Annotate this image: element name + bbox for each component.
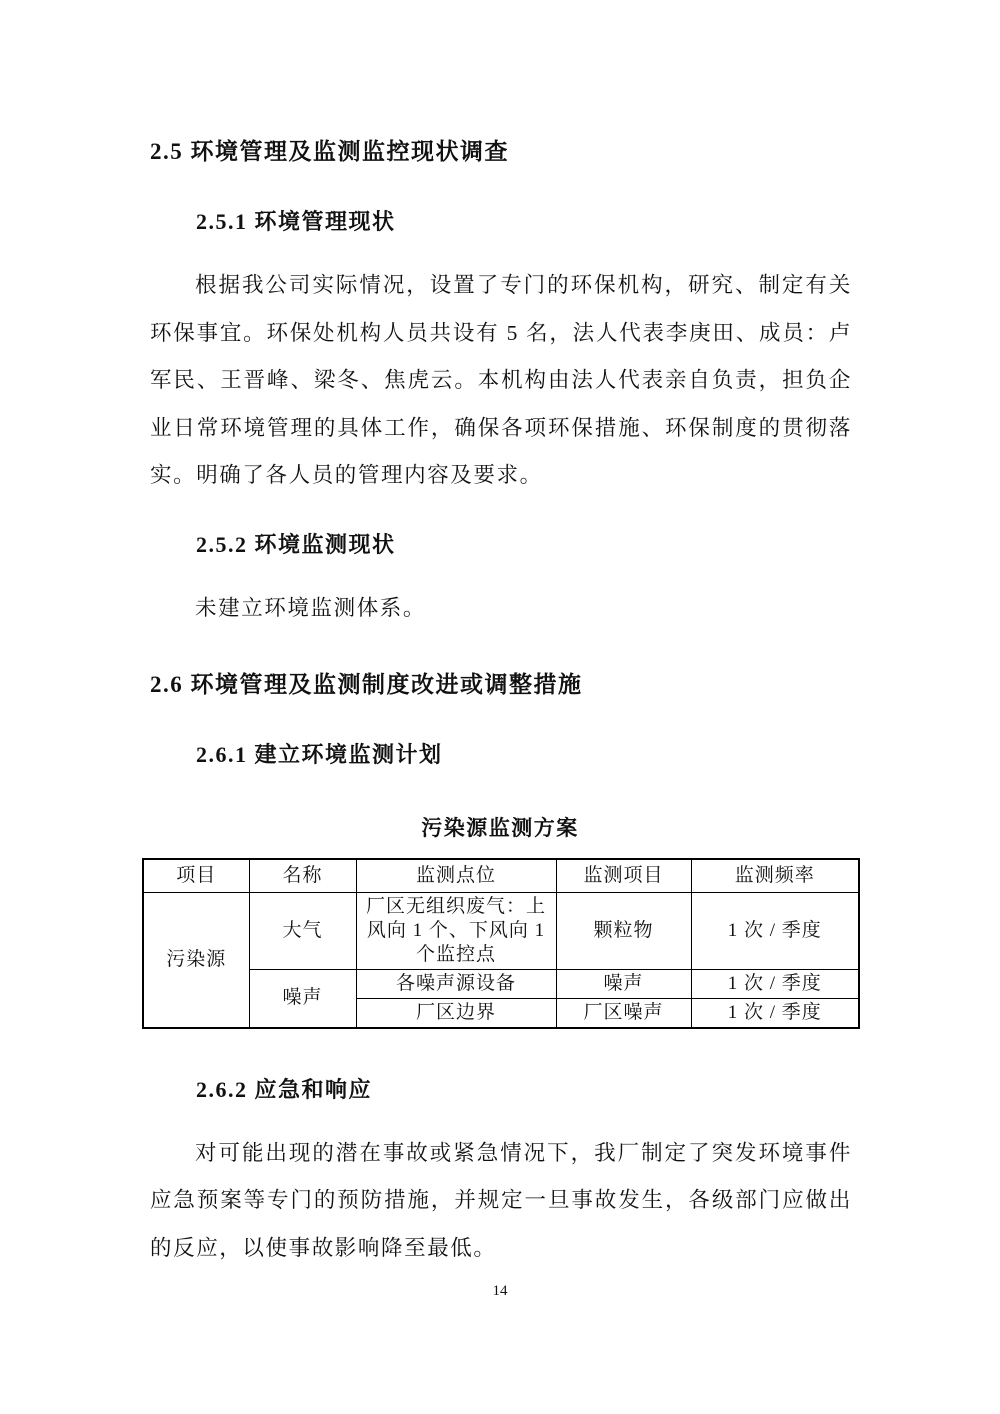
subsection-heading-2-5-1: 2.5.1 环境管理现状 [196, 209, 396, 234]
cell-point-noise-equipment: 各噪声源设备 [356, 969, 556, 998]
table-header-row [143, 859, 859, 892]
paragraph-env-management-status: 根据我公司实际情况，设置了专门的环保机构，研究、制定有关环保事宜。环保处机构人员共设有 5 名，法人代表李庚田、成员：卢军民、王晋峰、梁冬、焦虎云。本机构由法人代表亲自负责，担负企业日常环境管理的具体工作，确保各项环保措施、环保制度的贯彻落实。明确了各人员的管理内容及要求。 [150, 273, 852, 487]
subsection-heading-2-6-2: 2.6.2 应急和响应 [196, 1076, 373, 1102]
table-row-noise-equipment [143, 969, 859, 998]
subsection-heading-2-6-1: 2.6.1 建立环境监测计划 [196, 742, 443, 767]
col-header-monitor-item: 监测项目 [556, 859, 691, 892]
subsection-heading-2-5-2: 2.5.2 环境监测现状 [196, 531, 396, 557]
section-heading-2-6: 2.6 环境管理及监测制度改进或调整措施 [150, 672, 583, 697]
col-header-monitor-point: 监测点位 [356, 859, 556, 892]
pollution-source-monitoring-table [142, 858, 860, 1029]
page-number: 14 [492, 1283, 508, 1299]
cell-name-noise: 噪声 [249, 969, 356, 1028]
cell-freq-boundary: 1 次 / 季度 [691, 998, 859, 1028]
table-row-air [143, 892, 859, 969]
paragraph-monitoring-status: 未建立环境监测体系。 [195, 595, 427, 620]
col-header-project: 项目 [143, 859, 249, 892]
col-header-name: 名称 [249, 859, 356, 892]
cell-project-pollution-source: 污染源 [143, 892, 249, 1028]
paragraph-emergency-response: 对可能出现的潜在事故或紧急情况下，我厂制定了突发环境事件应急预案等专门的预防措施，并规定一旦事故发生，各级部门应做出的反应，以使事故影响降至最低。 [150, 1140, 852, 1260]
table-title: 污染源监测方案 [421, 816, 579, 840]
cell-freq-air: 1 次 / 季度 [691, 892, 859, 969]
cell-freq-noise: 1 次 / 季度 [691, 969, 859, 998]
col-header-monitor-frequency: 监测频率 [691, 859, 859, 892]
cell-item-particulate: 颗粒物 [556, 892, 691, 969]
cell-item-noise: 噪声 [556, 969, 691, 998]
section-heading-2-5: 2.5 环境管理及监测监控现状调查 [150, 139, 509, 164]
cell-name-air: 大气 [249, 892, 356, 969]
cell-point-boundary: 厂区边界 [356, 998, 556, 1028]
cell-item-boundary-noise: 厂区噪声 [556, 998, 691, 1028]
cell-point-air: 厂区无组织废气：上风向 1 个、下风向 1 个监控点 [356, 892, 556, 969]
